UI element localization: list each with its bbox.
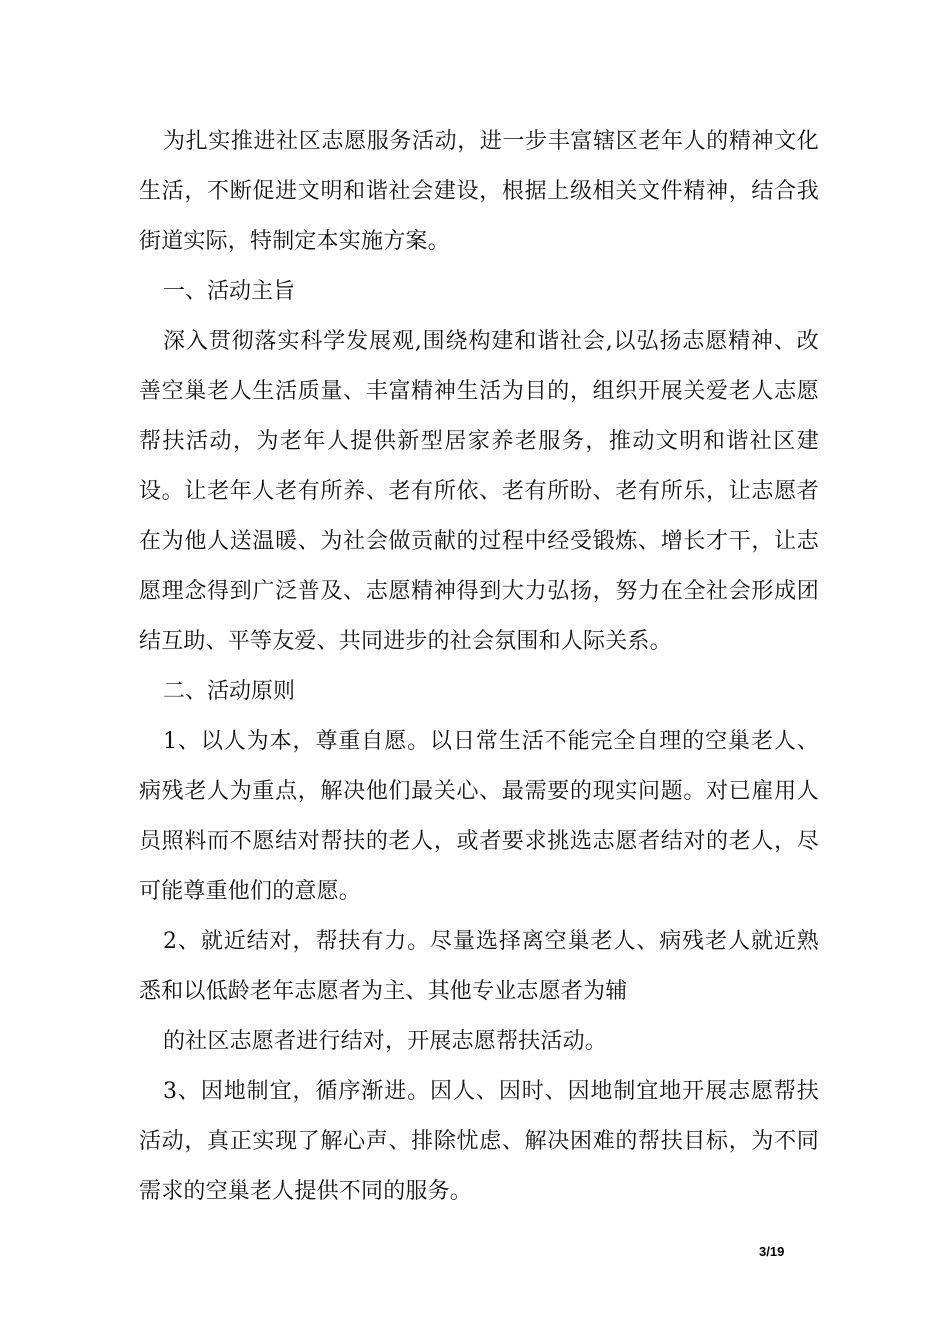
paragraph-intro: 为扎实推进社区志愿服务活动，进一步丰富辖区老年人的精神文化生活，不断促进文明和谐社会建设，根据上级相关文件精神，结合我街道实际，特制定本实施方案。: [139, 129, 819, 254]
paragraph-purpose: 深入贯彻落实科学发展观,围绕构建和谐社会,以弘扬志愿精神、改善空巢老人生活质量、丰富精神生活为目的，组织开展关爱老人志愿帮扶活动，为老年人提供新型居家养老服务，推动文明和谐社区建设。让老年人老有所养、老有所依、老有所盼、老有所乐，让志愿者在为他人送温暖、为社会做贡献的过程中经受锻炼、增长才干，让志愿理念得到广泛普及、志愿精神得到大力弘扬，努力在全社会形成团结互助、平等友爱、共同进步的社会氛围和人际关系。: [139, 329, 819, 654]
section-heading-principles: 二、活动原则: [163, 679, 296, 704]
paragraph-principle-3: 3、因地制宜，循序渐进。因人、因时、因地制宜地开展志愿帮扶活动，真正实现了解心声、排除忧虑、解决困难的帮扶目标，为不同需求的空巢老人提供不同的服务。: [139, 1079, 819, 1204]
paragraph-principle-1: 1、以人为本，尊重自愿。以日常生活不能完全自理的空巢老人、病残老人为重点，解决他们最关心、最需要的现实问题。对已雇用人员照料而不愿结对帮扶的老人，或者要求挑选志愿者结对的老人，尽可能尊重他们的意愿。: [139, 729, 819, 904]
page-number: 3/19: [759, 1244, 785, 1259]
document-body: [139, 117, 819, 1217]
section-heading-purpose: 一、活动主旨: [163, 279, 296, 304]
paragraph-principle-2: 2、就近结对，帮扶有力。尽量选择离空巢老人、病残老人就近熟悉和以低龄老年志愿者为主、其他专业志愿者为辅: [139, 929, 819, 1004]
paragraph-principle-2-continued: 的社区志愿者进行结对，开展志愿帮扶活动。: [163, 1029, 608, 1054]
